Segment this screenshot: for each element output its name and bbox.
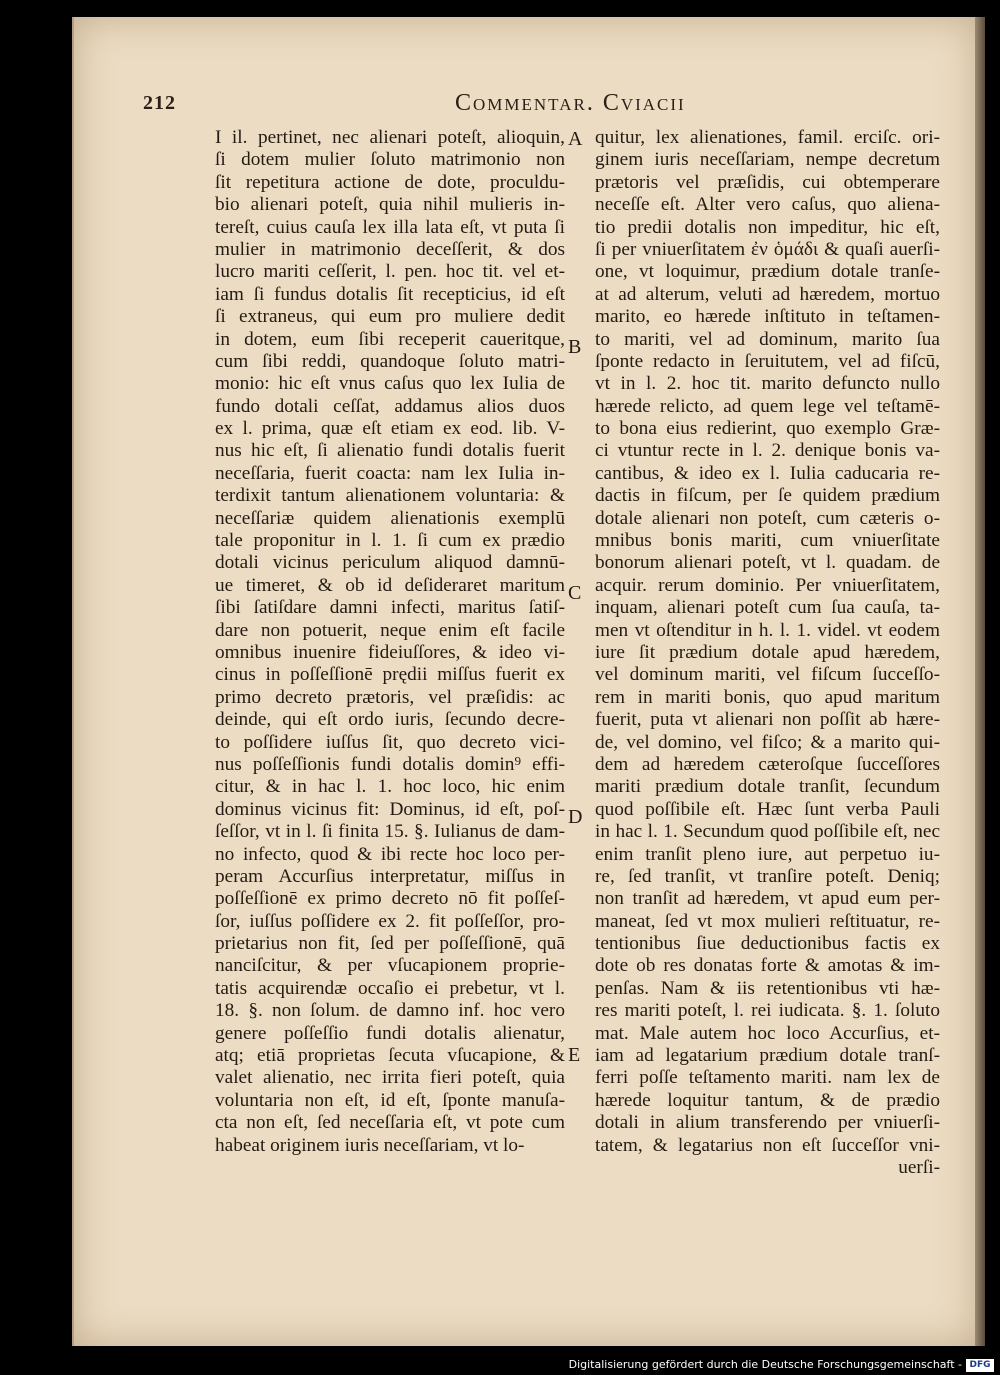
left-column-line: prietarius non fit, ſed per poſſeſſionē, quā xyxy=(215,933,565,955)
right-column-line: to mariti, vel ad dominum, marito ſua xyxy=(595,328,940,350)
left-column-line: neceſſariæ quidem alienationis exemplū xyxy=(215,507,565,529)
left-column-line: cinus in poſſeſſionē prędii miſſus fuerit ex xyxy=(215,664,565,686)
right-column-line: maneat, ſed vt mox mulieri reſtituatur, re- xyxy=(595,910,940,932)
left-column-line: ue timeret, & ob id deſideraret maritum xyxy=(215,574,565,596)
left-column-line: poſſeſſionē ex primo decreto nō fit poſſeſ- xyxy=(215,888,565,910)
running-head: Commentar. Cviacii xyxy=(455,90,686,116)
right-column-line: re, ſed tranſit, vt tranſire poteſt. Deniq; xyxy=(595,865,940,887)
left-column-line: fundo dotali ceſſat, addamus alios duos xyxy=(215,395,565,417)
right-column-line: hærede loquitur tantum, & de prædio xyxy=(595,1089,940,1111)
left-column-line: in dotem, eum ſibi receperit caueritque, xyxy=(215,328,565,350)
left-column-line: habeat originem iuris neceſſariam, vt lo- xyxy=(215,1134,525,1156)
right-column-line: tentionibus ſiue deductionibus factis ex xyxy=(595,933,940,955)
right-column-line: cantibus, & ideo ex l. Iulia caducaria re- xyxy=(595,462,940,484)
right-column-line: enim tranſit pleno iure, aut perpetuo iu- xyxy=(595,843,940,865)
right-column-line: penſas. Nam & iis retentionibus vti hæ- xyxy=(595,977,940,999)
right-column-line: neceſſe eſt. Alter vero caſus, quo aliena- xyxy=(595,194,940,216)
right-column-line: tatem, & legatarius non eſt ſucceſſor vni- xyxy=(595,1134,940,1156)
margin-letter-a: A xyxy=(568,128,583,150)
left-column-line: nus hic eſt, ſi alienatio fundi dotalis fuerit xyxy=(215,440,565,462)
right-column-line: iam ad legatarium prædium dotale tranſ- xyxy=(595,1045,940,1067)
right-column-line: hærede relicto, ad quem lege vel teſtamē- xyxy=(595,395,940,417)
left-column-line: neceſſaria, fuerit coacta: nam lex Iulia in- xyxy=(215,462,565,484)
page-header xyxy=(0,92,1000,126)
left-column-line: ſi dotem mulier ſoluto matrimonio non xyxy=(215,149,565,171)
right-column-line: to bona eius redierint, quo exemplo Græ- xyxy=(595,418,940,440)
right-column-line: ſi per vniuerſitatem ἐν ὁμάδι & quaſi auerſi- xyxy=(595,238,940,260)
right-column-line: dotali in alium transferendo per vniuerſi- xyxy=(595,1112,940,1134)
right-column-line: inquam, alienari poteſt cum ſua cauſa, ta- xyxy=(595,597,940,619)
right-column-line: quitur, lex alienationes, famil. erciſc. ori- xyxy=(595,127,940,148)
margin-letter-d: D xyxy=(568,806,583,828)
right-column-line: quod poſſibile eſt. Hæc ſunt verba Pauli xyxy=(595,798,940,820)
left-column-line: tale proponitur in l. 1. ſi cum ex prædio xyxy=(215,530,565,552)
left-text-column xyxy=(215,127,565,1157)
right-column-line: fuerit, puta vt alienari non poſſit ab hære- xyxy=(595,709,940,731)
right-column-line: at ad alterum, veluti ad hæredem, mortuo xyxy=(595,283,940,305)
page-number: 212 xyxy=(143,92,176,114)
right-column-line: mat. Male autem hoc loco Accurſius, et- xyxy=(595,1022,940,1044)
right-column-line: rem in mariti bonis, quo apud maritum xyxy=(595,686,940,708)
right-column-line: de, vel domino, vel fiſco; & a marito qui- xyxy=(595,731,940,753)
right-column-line: vel dominum mariti, vel fiſcum ſucceſſo- xyxy=(595,664,940,686)
left-column-line: ſit repetitura actione de dote, proculdu- xyxy=(215,171,565,193)
right-column-line: mariti prædium dotale tranſit, ſecundum xyxy=(595,776,940,798)
left-column-line: cta non eſt, ſed neceſſaria eſt, vt pote cum xyxy=(215,1112,565,1134)
left-column-line: dotali vicinus periculum aliquod damnū- xyxy=(215,552,565,574)
right-column-line: vt in l. 2. hoc tit. marito defuncto nullo xyxy=(595,373,940,395)
left-column-line: tereſt, cuius cauſa lex illa lata eſt, vt puta ſi xyxy=(215,216,565,238)
right-column-line: bonorum alienari poteſt, vt l. quadam. de xyxy=(595,552,940,574)
right-column-line: prætoris vel præſidis, cui obtemperare xyxy=(595,171,940,193)
right-column-line: non tranſit ad hæredem, vt apud eum per- xyxy=(595,888,940,910)
right-column-line: dote ob res donatas forte & amotas & im- xyxy=(595,955,940,977)
left-column-line: bio alienari poteſt, quia nihil mulieris in- xyxy=(215,194,565,216)
dfg-logo: DFG xyxy=(966,1359,994,1372)
left-column-line: citur, & in hac l. 1. hoc loco, hic enim xyxy=(215,776,565,798)
left-column-line: nanciſcitur, & per vſucapionem proprie- xyxy=(215,955,565,977)
left-column-line: mulier in matrimonio deceſſerit, & dos xyxy=(215,238,565,260)
left-column-line: tatis acquirendæ occaſio ei prebetur, vt l. xyxy=(215,977,565,999)
page-edge xyxy=(975,17,985,1346)
left-column-line: monio: hic eſt vnus caſus quo lex Iulia de xyxy=(215,373,565,395)
margin-letter-b: B xyxy=(568,336,582,358)
footer-credit: Digitalisierung gefördert durch die Deutsche Forschungsgemeinschaft - xyxy=(568,1358,962,1371)
right-column-line: iure ſit prædium dotale apud hæredem, xyxy=(595,641,940,663)
right-column-line: dactis in fiſcum, per ſe quidem prædium xyxy=(595,485,940,507)
left-column-line: lucro mariti ceſſerit, l. pen. hoc tit. vel et- xyxy=(215,261,565,283)
left-column-line: cum ſibi reddi, quandoque ſoluto matri- xyxy=(215,350,565,372)
right-column-line: acquir. rerum dominio. Per vniuerſitatem, xyxy=(595,574,940,596)
margin-letter-c: C xyxy=(568,582,582,604)
right-column-line: tio predii dotalis non impeditur, hic eſt, xyxy=(595,216,940,238)
right-column-line: res mariti poteſt, l. rei iudicata. §. 1. ſoluto xyxy=(595,1000,940,1022)
digitization-footer xyxy=(0,1357,1000,1375)
left-column-line: terdixit tantum alienationem voluntaria: & xyxy=(215,485,565,507)
right-column-line: ferri poſſe teſtamento mariti. nam lex de xyxy=(595,1067,940,1089)
left-column-line: to poſſidere iuſſus ſit, quo decreto vici- xyxy=(215,731,565,753)
left-column-line: no infecto, quod & ibi recte hoc loco per- xyxy=(215,843,565,865)
left-column-line: 18. §. non ſolum. de damno inf. hoc vero xyxy=(215,1000,565,1022)
left-column-line: ſor, iuſſus poſſidere ex 2. fit poſſeſſor, pro- xyxy=(215,910,565,932)
left-column-line: deinde, qui eſt ordo iuris, ſecundo decre- xyxy=(215,709,565,731)
left-column-line: atq; etiā proprietas ſecuta vſucapione, & xyxy=(215,1045,565,1067)
margin-letter-e: E xyxy=(568,1044,581,1066)
left-column-line: peram Accurſius interpretatur, miſſus in xyxy=(215,865,565,887)
left-column-line: valet alienatio, nec irrita fieri poteſt, quia xyxy=(215,1067,565,1089)
left-column-line: ſi extraneus, qui eum pro muliere dedit xyxy=(215,306,565,328)
left-column-line: voluntaria non eſt, id eſt, ſponte manuſa- xyxy=(215,1089,565,1111)
right-column-line: dotale alienari non poteſt, cum cæteris o- xyxy=(595,507,940,529)
left-column-line: ſibi ſatiſdare damni infecti, maritus ſatiſ- xyxy=(215,597,565,619)
right-column-line: dem ad hæredem cæteroſque ſucceſſores xyxy=(595,753,940,775)
left-column-line: nus poſſeſſionis fundi dotalis domin⁹ effi- xyxy=(215,753,565,775)
right-column-line: ſponte redacto in ſeruitutem, vel ad fiſcū, xyxy=(595,350,940,372)
right-column-line: ci vtuntur recte in l. 2. denique bonis va- xyxy=(595,440,940,462)
right-column-line: uerſi- xyxy=(898,1156,940,1178)
right-column-line: one, vt loquimur, prædium dotale tranſe- xyxy=(595,261,940,283)
left-column-line: dare non potuerit, neque enim eſt facile xyxy=(215,619,565,641)
right-column-line: in hac l. 1. Secundum quod poſſibile eſt, nec xyxy=(595,821,940,843)
left-column-line: dominus vicinus fit: Dominus, id eſt, poſ- xyxy=(215,798,565,820)
right-column-line: marito, eo hærede inſtituto in teſtamen- xyxy=(595,306,940,328)
left-column-line: ex l. prima, quæ eſt etiam ex eod. lib. V- xyxy=(215,418,565,440)
left-column-line: primo decreto prætoris, vel præſidis: ac xyxy=(215,686,565,708)
left-column-line: I il. pertinet, nec alienari poteſt, alioquin, xyxy=(215,127,565,148)
left-column-line: omnibus inuenire fideiuſſores, & ideo vi- xyxy=(215,641,565,663)
right-column-line: mnibus bonis mariti, cum vniuerſitate xyxy=(595,530,940,552)
right-column-line: men vt oſtenditur in h. l. 1. videl. vt eodem xyxy=(595,619,940,641)
right-column-line: ginem iuris neceſſariam, nempe decretum xyxy=(595,149,940,171)
right-text-column xyxy=(595,127,940,1179)
left-column-line: ſeſſor, vt in l. ſi finita 15. §. Iulianus de dam- xyxy=(215,821,565,843)
left-column-line: genere poſſeſſio fundi dotalis alienatur, xyxy=(215,1022,565,1044)
left-column-line: iam ſi fundus dotalis ſit recepticius, id eſt xyxy=(215,283,565,305)
